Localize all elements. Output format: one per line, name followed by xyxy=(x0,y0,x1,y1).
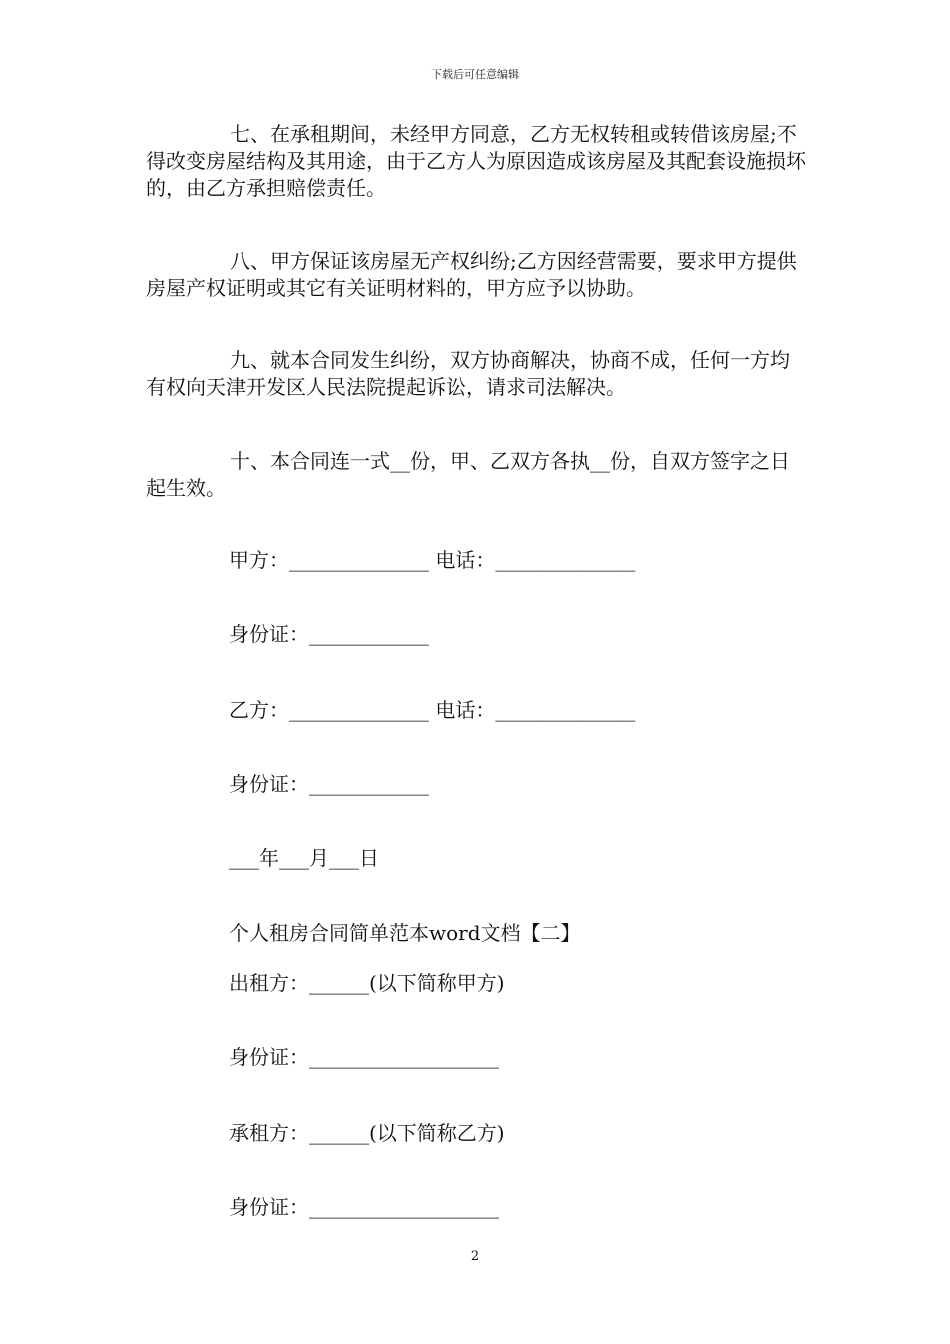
lessee-line: 承租方：______(以下简称乙方) xyxy=(229,1121,505,1145)
clause-nine: 九、就本合同发生纠纷，双方协商解决，协商不成，任何一方均有权向天津开发区人民法院提起诉讼，请求司法解决。 xyxy=(146,348,790,399)
section-two-title: 个人租房合同简单范本word文档【二】 xyxy=(229,921,581,945)
lessor-id-line: 身份证：___________________ xyxy=(229,1045,499,1069)
lessee-id-line: 身份证：___________________ xyxy=(229,1195,499,1219)
clause-eight: 八、甲方保证该房屋无产权纠纷;乙方因经营需要，要求甲方提供房屋产权证明或其它有关证明材料的，甲方应予以协助。 xyxy=(146,249,797,300)
date-line: ___年___月___日 xyxy=(229,846,379,870)
party-b-id-line: 身份证：____________ xyxy=(229,772,429,796)
party-a-id-line: 身份证：____________ xyxy=(229,622,429,646)
clause-seven: 七、在承租期间，未经甲方同意，乙方无权转租或转借该房屋;不得改变房屋结构及其用途，由于乙方人为原因造成该房屋及其配套设施损坏的，由乙方承担赔偿责任。 xyxy=(146,122,806,200)
lessor-line: 出租方：______(以下简称甲方) xyxy=(229,971,505,995)
party-a-line: 甲方：______________ 电话：______________ xyxy=(229,548,636,572)
party-b-line: 乙方：______________ 电话：______________ xyxy=(229,698,636,722)
clause-ten: 十、本合同连一式__份，甲、乙双方各执__份，自双方签字之日起生效。 xyxy=(146,449,790,500)
page-number: 2 xyxy=(470,1249,480,1264)
page-header: 下载后可任意编辑 xyxy=(431,68,519,81)
